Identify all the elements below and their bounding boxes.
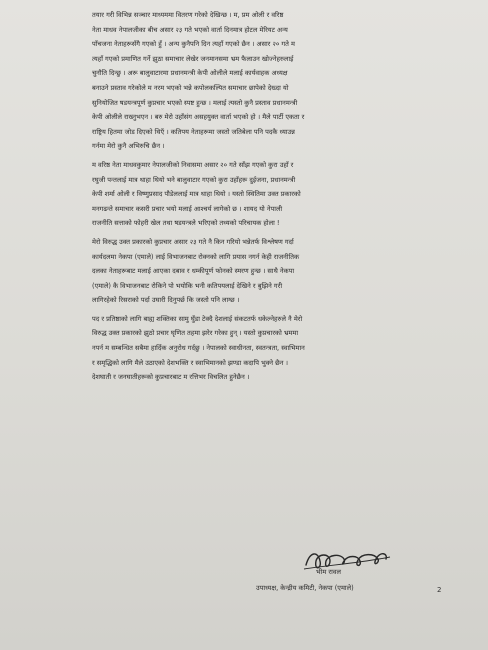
text-line: सुनियोजित षडयन्त्रपूर्ण कुप्रचार भएको स्पष्ट हुन्छ । मलाई त्यस्तो कुनै प्रस्ताव प्रधानमन्त्री	[92, 98, 298, 107]
text-line: नपर्न म सम्बन्धित सबैमा हार्दिक अनुरोध गर्दछु । नेपालको स्वाधीनता, स्वतन्त्रता, स्वाभिमान	[92, 344, 305, 353]
text-line: गर्नमा मेरो कुनै अभिरुचि छैन ।	[92, 142, 165, 151]
text-line: दलका नेताहरूबाट मलाई आएका दबाव र धम्कीपूर्ण फोनको स्मरण हुन्छ । साथै नेकपा	[92, 267, 295, 276]
signatory-name: भीम रावल	[316, 568, 341, 576]
signatory-title: उपाध्यक्ष, केन्द्रीय कमिटी, नेकपा (एमाले)	[256, 584, 354, 592]
signature-block	[256, 546, 432, 626]
text-line: मनगढन्ते समाचार कसरी प्रचार भयो मलाई आश्चर्य लागेको छ । शायद यो नेपाली	[92, 204, 283, 213]
text-line: त्यहाँ गएको प्रमाणित गर्ने झुठा समाचार लेखेर जनमानसमा भ्रम फैलाउन खोज्नेहरुलाई	[92, 54, 294, 63]
text-line: देशघाती र जनघातीहरूको कुप्रचारबाट म रत्तिभर विचलित हुनेछैन ।	[92, 373, 250, 382]
text-line: लागिरहेको रिसराको पर्दा उघारी दिनुपर्छ कि जस्तो पनि लाग्छ ।	[92, 296, 240, 305]
text-line: केपी ओलीले राख्नुभएन । बरु मेरो उहाँसंग असहयुक्त वार्ता भएको हो । मैले पार्टी एकता र	[92, 113, 305, 122]
text-line: राजनीति सत्ताको फोहरी खेल तथा षडयन्त्रले भरिएको तथ्यको परिचायक होला !	[92, 219, 280, 228]
text-line: पाँचजना नेताहरूसँगै गएको हुँ । अन्य कुनैपनि दिन त्यहाँ गएको छैन । असार २० गते म	[92, 40, 295, 49]
paragraph-4	[92, 312, 450, 385]
paragraph-2	[92, 158, 450, 231]
paragraph-1	[92, 8, 450, 154]
text-line: राष्ट्रिय हितमा जोड दिएको थिएँ । कतिपय नेताहरूमा जस्तो जतिबेला पनि पदकै ध्याउन्न	[92, 127, 295, 136]
text-line: चुनौति दिन्छु । अरू बालुवाटारमा प्रधानमन्त्री केपी ओलीले मलाई कार्यवाहक अध्यक्ष	[92, 69, 288, 78]
text-line: बनाउने प्रस्ताव गरेकोले म नरम भएको भन्ने कपोलकल्पित समाचार छापेको देख्दा यो	[92, 83, 289, 92]
text-line: कार्यदलमा नेकपा (एमाले) लाई विभाजनबाट रोक्नको लागि प्रयास नगर्न केही राजनीतिक	[92, 252, 300, 261]
text-line: नेता माधव नेपालजीका बीच असार २३ गते भएको वार्ता दिनमात्र होटल मेरियट अन्य	[92, 25, 288, 34]
text-line: (एमाले) कै विभाजनबाट रोकिने पो भयोकि भनी कतिपयलाई देखिने र बुझिने गरी	[92, 281, 283, 290]
text-line: र समृद्धिको लागि मैले उठाएको देशभक्ति र स्वाभिमानको झण्डा कदापि भुक्ने छैन ।	[92, 358, 289, 367]
letter-body	[92, 8, 450, 389]
text-line: तयार गरी विभिन्न सञ्चार माध्यममा वितरण गरेको देखिन्छ । म, प्रम ओली र वरिष्ठ	[92, 11, 284, 19]
text-line: मेरो विरुद्ध उक्त प्रकारको कुप्रचार असार २३ गते नै किन गरियो भन्नेतर्फ विश्लेषण गर्दा	[92, 237, 294, 246]
signature-mark	[300, 545, 392, 577]
text-line: पद र प्रतिष्ठाको लागि बाह्य शक्तिका सामु घुँडा टेक्दै देशलाई संकटतर्फ धकेल्नेहरुले नै मेरो	[92, 314, 303, 323]
page-number: 2	[437, 586, 442, 594]
text-line: म वरिष्ठ नेता माधवकुमार नेपालजीको निवासमा असार २० गते साँझ गएको कुरा उहाँ र	[92, 160, 294, 169]
text-line: केपी शर्मा ओली र विष्णुप्रसाद पौडेललाई मात्र थाहा थियो । यस्तो स्थितिमा उक्त प्रकारको	[92, 190, 301, 199]
text-line: रघुजी पन्तलाई मात्र थाहा थियो भने बालुवाटार गएको कुरा उहाँहरू दुईजना, प्रधानमन्त्री	[92, 175, 296, 184]
text-line: विरुद्ध उक्त प्रकारको झुठो प्रचार घृणित तहमा झरेर गरेका हुन् । यस्तो कुप्रचारको भ्रममा	[92, 329, 299, 338]
paragraph-3	[92, 235, 450, 308]
